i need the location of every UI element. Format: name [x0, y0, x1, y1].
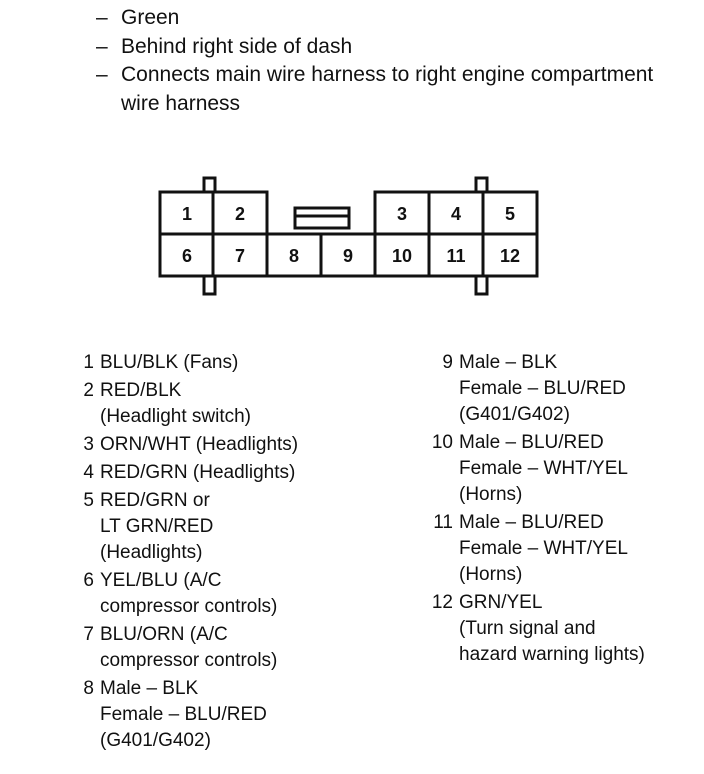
pin-description	[100, 460, 400, 486]
connector-tab-right-top	[476, 178, 487, 192]
pin-description	[100, 568, 400, 620]
pin-list-right	[425, 350, 701, 670]
pin-number: 3	[83, 434, 94, 455]
pin-entry	[425, 590, 701, 668]
pin-description	[100, 622, 400, 674]
pin-description-line: BLU/ORN (A/C	[100, 624, 228, 645]
pin-number: 11	[433, 512, 453, 533]
pin-description-line: BLU/BLK (Fans)	[100, 352, 239, 373]
pin-number: 8	[83, 678, 94, 699]
pin-description-line: Female – WHT/YEL	[459, 458, 628, 479]
dash: –	[96, 34, 108, 58]
pin-number: 9	[442, 352, 453, 373]
pin-entry	[70, 622, 400, 674]
pin-description-line: ORN/WHT (Headlights)	[100, 434, 299, 455]
connector-tab-right-bottom	[476, 276, 487, 294]
description-location: Behind right side of dash	[121, 34, 353, 58]
pin-list-left	[70, 350, 400, 756]
pin-entry	[425, 350, 701, 428]
connector-diagram	[150, 170, 550, 300]
connector-latch	[295, 208, 349, 228]
connector-tab-left-bottom	[204, 276, 215, 294]
pin-description-line: RED/BLK	[100, 380, 182, 401]
pin-description-line: Male – BLK	[100, 678, 199, 699]
pin-label: 8	[288, 246, 300, 266]
pin-description-line: YEL/BLU (A/C	[100, 570, 222, 591]
pin-entry	[70, 460, 400, 486]
pin-label: 4	[450, 204, 462, 224]
pin-description	[100, 378, 400, 430]
pin-number: 1	[83, 352, 94, 373]
pin-description-line: compressor controls)	[100, 596, 278, 617]
pin-description-line: (Headlight switch)	[100, 406, 251, 427]
description-item-function	[96, 61, 686, 118]
pin-number: 10	[431, 432, 453, 453]
pin-entry	[70, 568, 400, 620]
pin-description-line: RED/GRN or	[100, 490, 210, 511]
pin-description	[100, 432, 400, 458]
connector-description	[96, 4, 686, 118]
dash: –	[96, 63, 108, 86]
pin-description-line: GRN/YEL	[459, 592, 543, 613]
pin-number: 5	[83, 490, 94, 511]
pin-label: 12	[499, 246, 521, 266]
pin-label: 2	[234, 204, 246, 224]
pin-description-line: (Horns)	[459, 564, 523, 585]
pin-description-line: (G401/G402)	[459, 404, 570, 425]
description-color: Green	[121, 6, 180, 29]
pin-label: 11	[446, 246, 466, 266]
pin-description	[100, 488, 400, 566]
pin-number: 6	[83, 570, 94, 591]
pin-entry	[70, 350, 400, 376]
pin-label: 7	[234, 246, 246, 266]
pin-number: 2	[83, 380, 94, 401]
pin-description-line: Female – WHT/YEL	[459, 538, 628, 559]
pin-entry	[70, 432, 400, 458]
pin-description	[459, 430, 701, 508]
pin-label: 5	[504, 204, 516, 224]
pin-number: 12	[431, 592, 453, 613]
pin-description-line: compressor controls)	[100, 650, 278, 671]
pin-description	[100, 676, 400, 754]
pin-description-line: Male – BLU/RED	[459, 512, 604, 533]
pin-description-line: LT GRN/RED	[100, 516, 214, 537]
pin-description-line: Female – BLU/RED	[100, 704, 267, 725]
pin-label: 6	[181, 246, 193, 266]
pin-entry	[70, 378, 400, 430]
pin-label: 1	[181, 204, 193, 224]
description-item-location	[96, 33, 686, 62]
pin-description-line: (Turn signal and	[459, 618, 596, 639]
pin-description-line: (Headlights)	[100, 542, 203, 563]
pin-description	[100, 350, 400, 376]
pin-description-line: (Horns)	[459, 484, 523, 505]
pin-description	[459, 510, 701, 588]
pin-description-line: Male – BLU/RED	[459, 432, 604, 453]
pin-label: 9	[342, 246, 354, 266]
pin-number: 7	[83, 624, 94, 645]
pin-description-line: RED/GRN (Headlights)	[100, 462, 296, 483]
pin-description-line: hazard warning lights)	[459, 644, 645, 665]
pin-entry	[425, 430, 701, 508]
dash: –	[96, 6, 108, 29]
pin-label: 10	[391, 246, 413, 266]
pin-description	[459, 590, 701, 668]
pin-entry	[425, 510, 701, 588]
pin-description	[459, 350, 701, 428]
pin-number: 4	[83, 462, 94, 483]
pin-entry	[70, 488, 400, 566]
description-function: Connects main wire harness to right engine compartment wire harness	[121, 63, 654, 115]
pin-description-line: Female – BLU/RED	[459, 378, 626, 399]
pin-entry	[70, 676, 400, 754]
pin-label: 3	[396, 204, 408, 224]
pin-description-line: Male – BLK	[459, 352, 558, 373]
connector-tab-left-top	[204, 178, 215, 192]
pin-description-line: (G401/G402)	[100, 730, 211, 751]
description-item-color	[96, 4, 686, 33]
